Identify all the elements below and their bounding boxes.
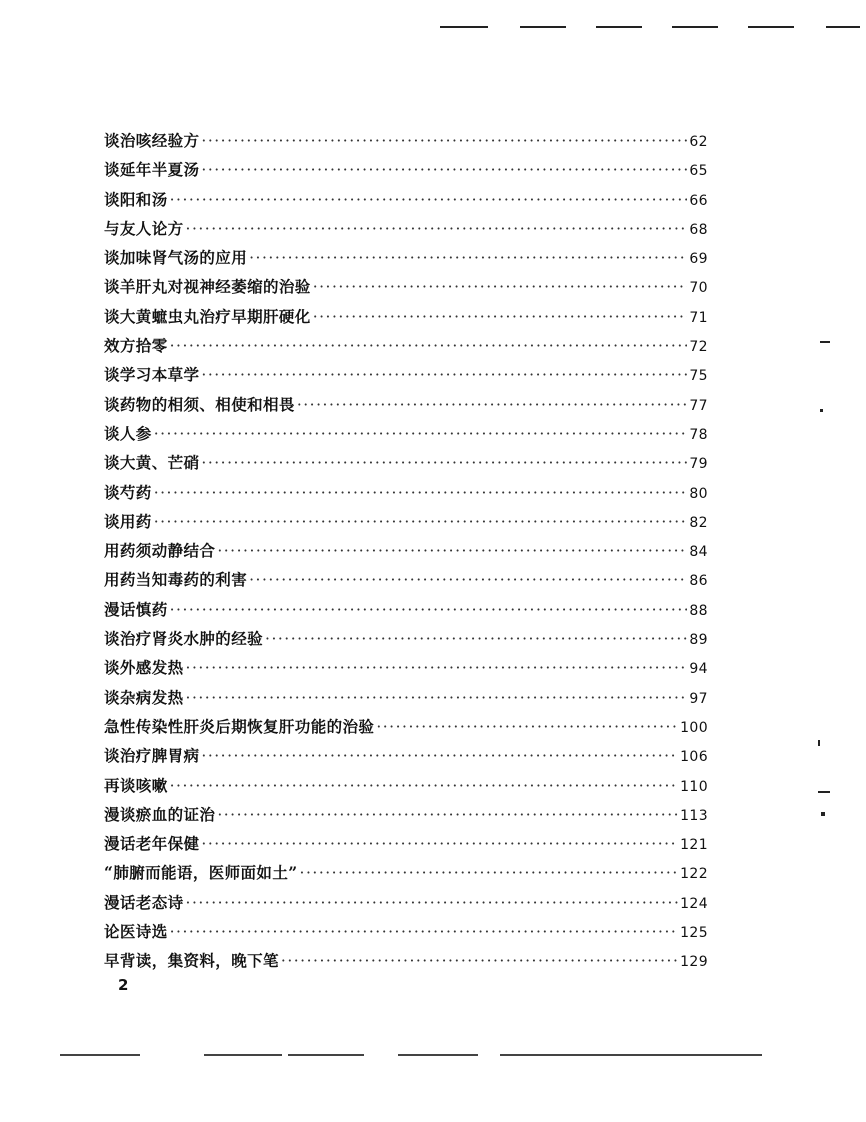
toc-entry <box>104 741 708 770</box>
toc-entry <box>104 302 708 331</box>
toc-entry-title: 效方拾零 <box>104 336 168 356</box>
toc-entry-page: 82 <box>689 514 708 531</box>
toc-entry <box>104 419 708 448</box>
toc-leader-dots <box>186 889 679 918</box>
toc-leader-dots <box>186 215 688 244</box>
toc-entry <box>104 771 708 800</box>
toc-entry-title: 再谈咳嗽 <box>104 775 168 795</box>
toc-entry-title: 用药当知毒药的利害 <box>104 570 248 590</box>
toc-entry-title: 谈学习本草学 <box>104 365 200 385</box>
toc-leader-dots <box>313 273 688 302</box>
toc-entry-page: 84 <box>689 544 708 561</box>
toc-entry <box>104 507 708 536</box>
toc-entry-title: 谈治疗脾胃病 <box>104 746 200 766</box>
toc-entry-page: 129 <box>680 954 708 971</box>
toc-entry-title: “肺腑而能语，医师面如土” <box>104 863 298 883</box>
margin-mark <box>821 812 825 816</box>
toc-entry <box>104 155 708 184</box>
toc-entry-page: 94 <box>689 661 708 678</box>
toc-leader-dots <box>170 596 688 625</box>
toc-entry-title: 论医诗选 <box>104 922 168 942</box>
margin-mark <box>818 740 820 746</box>
table-of-contents <box>104 126 708 976</box>
toc-entry-title: 与友人论方 <box>104 218 184 238</box>
toc-entry <box>104 448 708 477</box>
toc-entry-page: 77 <box>689 397 708 414</box>
toc-entry-page: 110 <box>680 778 708 795</box>
toc-leader-dots <box>300 859 679 888</box>
toc-entry <box>104 800 708 829</box>
toc-leader-dots <box>201 361 687 390</box>
toc-leader-dots <box>201 742 678 771</box>
toc-entry <box>104 653 708 682</box>
toc-entry-page: 113 <box>680 807 708 824</box>
toc-entry-title: 谈用药 <box>104 511 152 531</box>
toc-entry-title: 漫谈瘀血的证治 <box>104 804 216 824</box>
toc-entry-title: 漫话老态诗 <box>104 892 184 912</box>
toc-entry <box>104 478 708 507</box>
toc-entry-title: 谈药物的相须、相使和相畏 <box>104 394 295 414</box>
toc-entry <box>104 683 708 712</box>
toc-entry <box>104 595 708 624</box>
toc-leader-dots <box>201 449 687 478</box>
toc-entry <box>104 917 708 946</box>
toc-leader-dots <box>201 830 678 859</box>
toc-entry <box>104 624 708 653</box>
toc-entry-page: 65 <box>689 163 708 180</box>
toc-entry-title: 谈杂病发热 <box>104 687 184 707</box>
margin-mark <box>820 409 823 412</box>
toc-leader-dots <box>201 127 687 156</box>
toc-leader-dots <box>186 684 688 713</box>
toc-entry <box>104 331 708 360</box>
page-number: 2 <box>118 976 129 994</box>
toc-leader-dots <box>265 625 687 654</box>
toc-entry-title: 谈人参 <box>104 423 152 443</box>
toc-entry <box>104 858 708 887</box>
toc-entry-page: 106 <box>680 749 708 766</box>
toc-entry-page: 62 <box>689 134 708 150</box>
toc-entry-page: 70 <box>689 280 708 297</box>
toc-entry <box>104 390 708 419</box>
margin-mark <box>818 791 830 793</box>
toc-entry-page: 124 <box>680 895 708 912</box>
toc-entry-title: 谈羊肝丸对视神经萎缩的治验 <box>104 277 311 297</box>
toc-entry-title: 谈治咳经验方 <box>104 131 200 150</box>
toc-leader-dots <box>170 332 688 361</box>
toc-leader-dots <box>376 713 678 742</box>
toc-entry-title: 用药须动静结合 <box>104 541 216 561</box>
toc-entry-title: 漫话慎药 <box>104 599 168 619</box>
toc-entry-page: 72 <box>689 339 708 356</box>
margin-mark <box>820 341 830 343</box>
toc-entry-title: 急性传染性肝炎后期恢复肝功能的治验 <box>104 716 375 736</box>
toc-leader-dots <box>297 391 688 420</box>
toc-entry <box>104 712 708 741</box>
toc-entry-page: 89 <box>689 632 708 649</box>
toc-leader-dots <box>170 918 678 947</box>
toc-entry-page: 80 <box>689 485 708 502</box>
toc-entry-page: 88 <box>689 602 708 619</box>
toc-entry <box>104 272 708 301</box>
toc-entry-title: 谈外感发热 <box>104 658 184 678</box>
bottom-decorative-rules <box>0 1054 866 1058</box>
toc-entry-title: 谈阳和汤 <box>104 189 168 209</box>
toc-entry-page: 79 <box>689 456 708 473</box>
toc-leader-dots <box>170 772 678 801</box>
toc-leader-dots <box>201 156 687 185</box>
toc-leader-dots <box>313 303 688 332</box>
toc-entry-title: 谈大黄蟅虫丸治疗早期肝硬化 <box>104 306 311 326</box>
toc-leader-dots <box>249 566 687 595</box>
toc-leader-dots <box>249 244 687 273</box>
toc-leader-dots <box>170 186 688 215</box>
top-decorative-rules <box>440 26 860 30</box>
toc-entry-title: 谈加味肾气汤的应用 <box>104 248 248 268</box>
toc-entry-page: 68 <box>689 221 708 238</box>
toc-entry <box>104 536 708 565</box>
toc-entry-page: 66 <box>689 192 708 209</box>
toc-entry <box>104 829 708 858</box>
toc-entry-page: 69 <box>689 251 708 268</box>
toc-entry <box>104 214 708 243</box>
toc-entry <box>104 946 708 975</box>
toc-leader-dots <box>154 508 688 537</box>
toc-entry-page: 100 <box>680 719 708 736</box>
toc-entry-page: 78 <box>689 426 708 443</box>
toc-entry <box>104 185 708 214</box>
toc-entry-page: 97 <box>689 690 708 707</box>
toc-entry-title: 谈治疗肾炎水肿的经验 <box>104 629 264 649</box>
toc-entry <box>104 888 708 917</box>
toc-leader-dots <box>217 537 687 566</box>
toc-leader-dots <box>154 420 688 449</box>
toc-entry-page: 75 <box>689 368 708 385</box>
toc-entry <box>104 243 708 272</box>
toc-entry <box>104 126 708 155</box>
toc-leader-dots <box>186 654 688 683</box>
toc-entry-title: 早背读，集资料，晚下笔 <box>104 951 279 971</box>
toc-entry-page: 125 <box>680 925 708 942</box>
toc-entry <box>104 360 708 389</box>
toc-entry-title: 谈延年半夏汤 <box>104 160 200 180</box>
toc-entry-title: 谈大黄、芒硝 <box>104 453 200 473</box>
toc-entry-page: 86 <box>689 573 708 590</box>
toc-entry-page: 121 <box>680 837 708 854</box>
toc-entry-title: 谈芍药 <box>104 482 152 502</box>
toc-entry <box>104 565 708 594</box>
toc-leader-dots <box>154 479 688 508</box>
toc-entry-page: 71 <box>689 309 708 326</box>
toc-entry-page: 122 <box>680 866 708 883</box>
toc-leader-dots <box>281 947 678 976</box>
toc-leader-dots <box>217 801 678 830</box>
toc-entry-title: 漫话老年保健 <box>104 834 200 854</box>
